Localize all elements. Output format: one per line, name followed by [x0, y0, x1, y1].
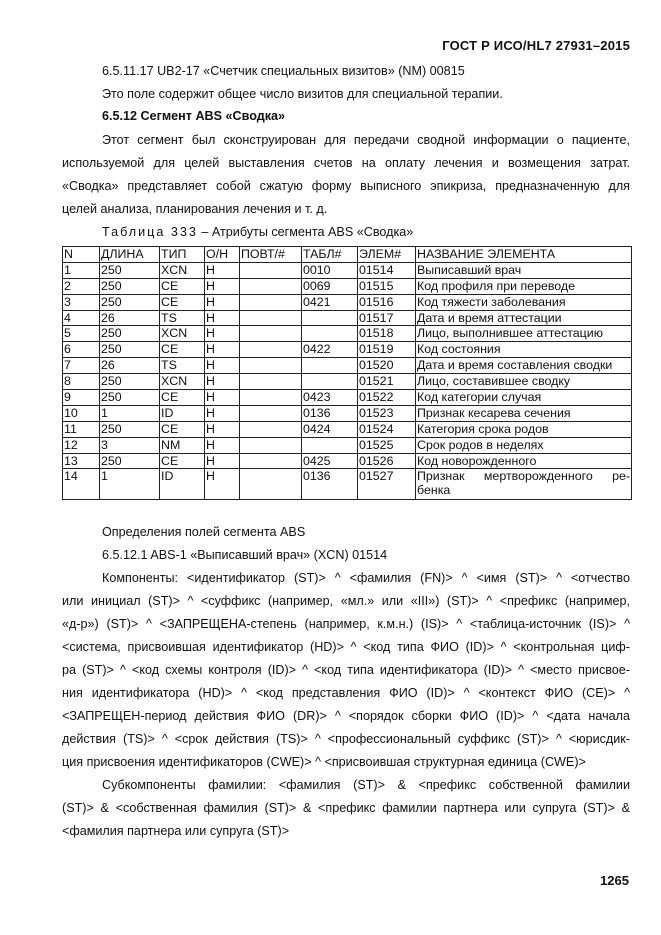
table-cell: 01517	[358, 310, 416, 326]
table-cell: Выписавший врач	[416, 262, 632, 278]
table-cell	[240, 262, 302, 278]
table-row	[63, 342, 632, 358]
table-row	[63, 390, 632, 406]
table-cell: Категория срока родов	[416, 421, 632, 437]
table-cell	[302, 374, 358, 390]
table-cell	[240, 342, 302, 358]
table-cell: 3	[100, 437, 160, 453]
table-cell: 01527	[358, 469, 416, 500]
abs-attributes-table	[62, 246, 632, 500]
subcomponents-line: (ST)> & <собственная фамилия (ST)> & <префикс фамилии партнера или супруга (ST)> &	[62, 801, 630, 815]
table-cell: 1	[100, 405, 160, 421]
column-header: ТИП	[160, 247, 205, 263]
table-cell	[240, 390, 302, 406]
table-cell: ID	[160, 469, 205, 500]
table-cell: 26	[100, 358, 160, 374]
table-cell: 8	[63, 374, 100, 390]
table-cell: Дата и время аттестации	[416, 310, 632, 326]
table-cell: 0421	[302, 294, 358, 310]
table-cell: 250	[100, 342, 160, 358]
table-cell: 0136	[302, 405, 358, 421]
table-cell	[240, 294, 302, 310]
table-row	[63, 358, 632, 374]
section-6-5-12-title: 6.5.12 Сегмент ABS «Сводка»	[102, 109, 286, 123]
components-line: ния идентификатора (HD)> ^ <код представления ФИО (ID)> ^ <контекст ФИО (CE)> ^	[62, 686, 630, 700]
table-cell: H	[205, 342, 240, 358]
table-cell: 01525	[358, 437, 416, 453]
table-cell: H	[205, 278, 240, 294]
table-cell: ID	[160, 405, 205, 421]
table-cell: 250	[100, 421, 160, 437]
table-cell: 01524	[358, 421, 416, 437]
table-cell	[416, 469, 632, 500]
column-header: ЭЛЕМ#	[358, 247, 416, 263]
table-cell: Срок родов в неделях	[416, 437, 632, 453]
table-cell: 4	[63, 310, 100, 326]
table-cell: XCN	[160, 326, 205, 342]
table-cell: 0422	[302, 342, 358, 358]
table-cell: Признак кесарева сечения	[416, 405, 632, 421]
table-header-row	[63, 247, 632, 263]
table-cell: 01515	[358, 278, 416, 294]
table-cell: 0136	[302, 469, 358, 500]
table-cell: 0423	[302, 390, 358, 406]
table-cell	[302, 310, 358, 326]
table-cell	[240, 405, 302, 421]
table-cell: 250	[100, 262, 160, 278]
table-cell: 0069	[302, 278, 358, 294]
table-row	[63, 262, 632, 278]
table-cell: TS	[160, 358, 205, 374]
table-cell	[302, 437, 358, 453]
para-line: Этот сегмент был сконструирован для передачи сводной информации о пациенте,	[102, 133, 630, 147]
definitions-title: Определения полей сегмента ABS	[102, 525, 306, 539]
table-cell: Лицо, выполнившее аттестацию	[416, 326, 632, 342]
column-header: О/Н	[205, 247, 240, 263]
table-cell: 13	[63, 453, 100, 469]
table-row	[63, 453, 632, 469]
column-header: ДЛИНА	[100, 247, 160, 263]
table-cell: 0425	[302, 453, 358, 469]
subcomponents-line: <фамилия партнера или супруга (ST)>	[62, 824, 290, 838]
table-cell	[240, 374, 302, 390]
table-cell: 9	[63, 390, 100, 406]
table-cell	[240, 278, 302, 294]
components-line: «д-р») (ST)> ^ <ЗАПРЕЩЕНА-степень (например, к.м.н.) (IS)> ^ <таблица-источник (IS)> ^	[62, 617, 630, 631]
table-cell: H	[205, 390, 240, 406]
section-6-5-11-17-text: Это поле содержит общее число визитов для специальной терапии.	[102, 87, 503, 101]
table-cell	[240, 453, 302, 469]
table-cell: H	[205, 310, 240, 326]
table-row	[63, 437, 632, 453]
table-cell: 26	[100, 310, 160, 326]
table-caption-number: Таблица 333	[102, 225, 198, 239]
table-cell: 01522	[358, 390, 416, 406]
table-cell: 250	[100, 390, 160, 406]
table-cell: Лицо, составившее сводку	[416, 374, 632, 390]
table-cell	[240, 437, 302, 453]
table-row	[63, 374, 632, 390]
table-cell: 01523	[358, 405, 416, 421]
table-cell: XCN	[160, 374, 205, 390]
table-cell: 01518	[358, 326, 416, 342]
table-cell: Код профиля при переводе	[416, 278, 632, 294]
table-cell	[302, 326, 358, 342]
components-line: <ЗАПРЕЩЕН-период действия ФИО (DR)> ^ <порядок сборки ФИО (ID)> ^ <дата начала	[62, 709, 630, 723]
table-cell: 250	[100, 326, 160, 342]
section-6-5-11-17-title: 6.5.11.17 UB2-17 «Счетчик специальных визитов» (NM) 00815	[102, 64, 465, 78]
table-cell: H	[205, 294, 240, 310]
table-caption	[102, 225, 630, 240]
table-cell: 1	[100, 469, 160, 500]
para-line: «Сводка» представляет собой сжатую форму выписного эпикриза, предназначенную для	[62, 179, 630, 193]
table-cell: CE	[160, 342, 205, 358]
element-name-line1: Признак мертворожденного ре-	[417, 469, 630, 484]
table-row	[63, 294, 632, 310]
table-cell	[302, 358, 358, 374]
table-cell	[240, 310, 302, 326]
components-line: действия (TS)> ^ <срок действия (TS)> ^ <профессиональный суффикс (ST)> ^ <юрисдик-	[62, 732, 630, 746]
column-header: ТАБЛ#	[302, 247, 358, 263]
table-cell: 14	[63, 469, 100, 500]
table-cell: H	[205, 437, 240, 453]
table-cell: 01516	[358, 294, 416, 310]
table-cell: 1	[63, 262, 100, 278]
table-cell: 0010	[302, 262, 358, 278]
table-cell: 12	[63, 437, 100, 453]
table-cell: CE	[160, 421, 205, 437]
table-cell: 5	[63, 326, 100, 342]
table-cell: Код тяжести заболевания	[416, 294, 632, 310]
section-6-5-12-1-title: 6.5.12.1 ABS-1 «Выписавший врач» (XCN) 01514	[102, 548, 388, 562]
table-cell	[240, 421, 302, 437]
components-line: <система, присвоившая идентификатор (HD)> ^ <код типа ФИО (ID)> ^ <контрольная циф-	[62, 640, 630, 654]
para-line: используемой для целей выставления счетов на оплату лечения и возмещения затрат.	[62, 156, 630, 170]
table-cell: Код новорожденного	[416, 453, 632, 469]
components-line: или инициал (ST)> ^ <суффикс (например, «мл.» или «III») (ST)> ^ <префикс (например,	[62, 594, 630, 608]
table-cell: H	[205, 374, 240, 390]
table-cell: H	[205, 421, 240, 437]
table-cell: CE	[160, 453, 205, 469]
table-cell: 0424	[302, 421, 358, 437]
table-cell: 250	[100, 374, 160, 390]
table-row	[63, 326, 632, 342]
table-cell: XCN	[160, 262, 205, 278]
standard-header: ГОСТ Р ИСО/HL7 27931–2015	[442, 38, 630, 53]
table-cell: TS	[160, 310, 205, 326]
subcomponents-line: Субкомпоненты фамилии: <фамилия (ST)> & <префикс собственной фамилии	[102, 778, 630, 792]
table-cell	[240, 358, 302, 374]
table-cell: CE	[160, 294, 205, 310]
table-caption-text: – Атрибуты сегмента ABS «Сводка»	[197, 225, 414, 239]
table-cell: 250	[100, 453, 160, 469]
table-cell: H	[205, 358, 240, 374]
table-cell: Код категории случая	[416, 390, 632, 406]
table-cell: 250	[100, 278, 160, 294]
table-cell: CE	[160, 278, 205, 294]
table-row	[63, 469, 632, 500]
components-line: ра (ST)> ^ <код схемы контроля (ID)> ^ <код типа идентификатора (ID)> ^ <место присвое-	[62, 663, 630, 677]
table-row	[63, 421, 632, 437]
table-cell: Код состояния	[416, 342, 632, 358]
table-cell: H	[205, 469, 240, 500]
table-cell: Дата и время составления сводки	[416, 358, 632, 374]
element-name-line2: бенка	[417, 483, 451, 498]
column-header: НАЗВАНИЕ ЭЛЕМЕНТА	[416, 247, 632, 263]
column-header: N	[63, 247, 100, 263]
table-cell: NM	[160, 437, 205, 453]
table-cell: 01521	[358, 374, 416, 390]
table-cell: CE	[160, 390, 205, 406]
page-number: 1265	[600, 873, 629, 888]
table-cell: 7	[63, 358, 100, 374]
table-cell: 01526	[358, 453, 416, 469]
table-row	[63, 278, 632, 294]
column-header: ПОВТ/#	[240, 247, 302, 263]
table-cell: 01514	[358, 262, 416, 278]
table-row	[63, 310, 632, 326]
table-cell	[240, 469, 302, 500]
table-cell: 01519	[358, 342, 416, 358]
table-cell: 6	[63, 342, 100, 358]
table-cell: 01520	[358, 358, 416, 374]
table-cell: 3	[63, 294, 100, 310]
table-cell: H	[205, 326, 240, 342]
table-row	[63, 405, 632, 421]
table-cell: 2	[63, 278, 100, 294]
table-cell: 11	[63, 421, 100, 437]
table-cell: 10	[63, 405, 100, 421]
table-cell	[240, 326, 302, 342]
table-cell: H	[205, 262, 240, 278]
components-line: Компоненты: <идентификатор (ST)> ^ <фамилия (FN)> ^ <имя (ST)> ^ <отчество	[102, 571, 630, 585]
para-line: целей анализа, планирования лечения и т. д.	[62, 202, 328, 216]
table-cell: 250	[100, 294, 160, 310]
table-cell: H	[205, 453, 240, 469]
table-cell: H	[205, 405, 240, 421]
components-line: ция присвоения идентификаторов (CWE)> ^ <присвоившая структурная единица (CWE)>	[62, 755, 586, 769]
